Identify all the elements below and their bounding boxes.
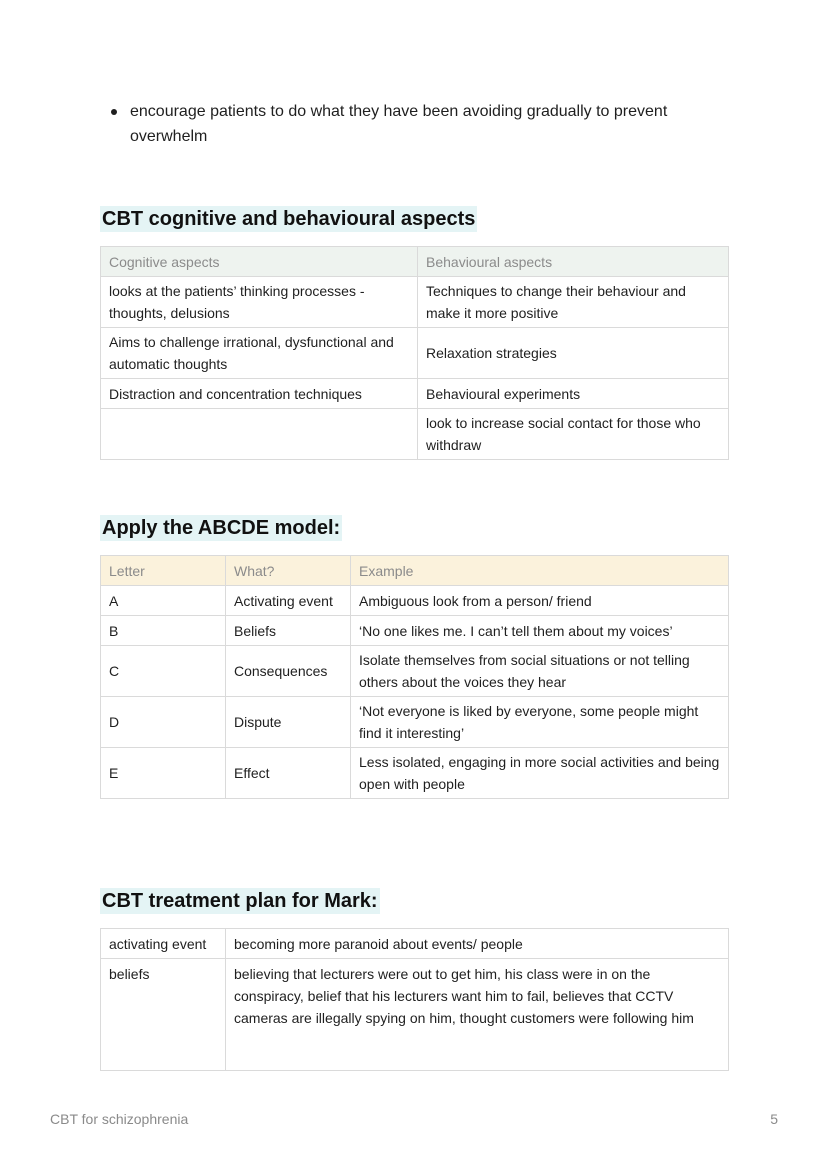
table-cell: E [101, 748, 226, 799]
table-cell: Activating event [226, 586, 351, 616]
bullet-item: encourage patients to do what they have been avoiding gradually to prevent overwhelm [100, 99, 740, 149]
treatment-plan-heading: CBT treatment plan for Mark: [102, 890, 378, 912]
table-row [101, 748, 729, 799]
table-cell: Aims to challenge irrational, dysfunctional and automatic thoughts [101, 328, 418, 379]
table-row [101, 409, 729, 460]
table-cell: ‘Not everyone is liked by everyone, some people might find it interesting’ [351, 697, 729, 748]
column-header-cognitive: Cognitive aspects [101, 247, 418, 277]
page-number: 5 [770, 1111, 778, 1127]
table-header-row [101, 247, 729, 277]
column-header-behavioural: Behavioural aspects [418, 247, 729, 277]
column-header-letter: Letter [101, 556, 226, 586]
table-cell: beliefs [101, 959, 226, 1071]
table-cell: D [101, 697, 226, 748]
table-cell: becoming more paranoid about events/ people [226, 929, 729, 959]
column-header-example: Example [351, 556, 729, 586]
table-cell [101, 409, 418, 460]
table-cell: Behavioural experiments [418, 379, 729, 409]
footer-title: CBT for schizophrenia [50, 1111, 189, 1127]
table-cell: look to increase social contact for those who withdraw [418, 409, 729, 460]
table-cell: C [101, 646, 226, 697]
table-cell: Dispute [226, 697, 351, 748]
cbt-aspects-table [100, 246, 729, 460]
table-cell: Ambiguous look from a person/ friend [351, 586, 729, 616]
table-row [101, 646, 729, 697]
table-row [101, 586, 729, 616]
table-cell: Beliefs [226, 616, 351, 646]
table-cell: Distraction and concentration techniques [101, 379, 418, 409]
table-cell: looks at the patients’ thinking processes - thoughts, delusions [101, 277, 418, 328]
table-cell: Isolate themselves from social situations or not telling others about the voices they hear [351, 646, 729, 697]
abcde-heading: Apply the ABCDE model: [102, 517, 341, 539]
table-cell: Relaxation strategies [418, 328, 729, 379]
table-cell: believing that lecturers were out to get him, his class were in on the conspiracy, belief that his lecturers want him to fail, believes that CCTV cameras are illegally spying on him, thought customers were following him [226, 959, 729, 1071]
table-cell: Consequences [226, 646, 351, 697]
column-header-what: What? [226, 556, 351, 586]
table-row [101, 697, 729, 748]
table-row [101, 328, 729, 379]
abcde-table [100, 555, 729, 799]
treatment-plan-table [100, 928, 729, 1071]
table-row [101, 616, 729, 646]
table-cell: Effect [226, 748, 351, 799]
table-cell: A [101, 586, 226, 616]
table-cell: activating event [101, 929, 226, 959]
table-row [101, 277, 729, 328]
bullet-list [100, 99, 740, 149]
cbt-aspects-heading: CBT cognitive and behavioural aspects [102, 208, 476, 230]
table-cell: B [101, 616, 226, 646]
table-cell: Less isolated, engaging in more social activities and being open with people [351, 748, 729, 799]
table-row [101, 379, 729, 409]
table-row [101, 959, 729, 1071]
table-header-row [101, 556, 729, 586]
table-cell: ‘No one likes me. I can’t tell them about my voices’ [351, 616, 729, 646]
table-cell: Techniques to change their behaviour and make it more positive [418, 277, 729, 328]
table-row [101, 929, 729, 959]
